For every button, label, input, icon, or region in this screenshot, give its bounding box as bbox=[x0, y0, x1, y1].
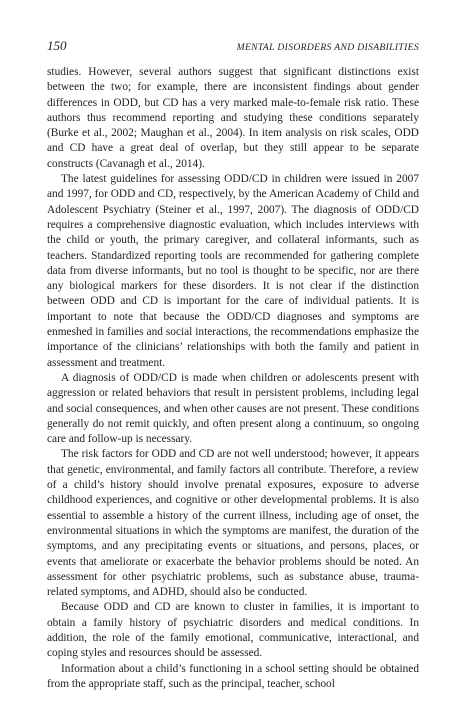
body-text bbox=[47, 65, 419, 692]
paragraph-risk-factors: The risk factors for ODD and CD are not well understood; however, it appears that genetic, environmental, and family factors all contribute. Therefore, a review of a child’s history should involve prenatal exposures, exposure to adverse childhood experiences, and cognitive or other developmental problems. It is also essential to assemble a history of the current illness, including age of onset, the environmental situations in which the symptoms are manifest, the duration of the symptoms, and any precipitating events or situations, and persons, places, or events that ameliorate or exacerbate the behavior problems should be noted. An assessment for other psychiatric problems, such as substance abuse, trauma-related symptoms, and ADHD, should also be conducted. bbox=[47, 448, 419, 599]
page-number: 150 bbox=[47, 38, 67, 53]
paragraph-diagnosis: A diagnosis of ODD/CD is made when children or adolescents present with aggression or related behaviors that result in persistent problems, including legal and social consequences, and when other causes are not present. These conditions generally do not remit quickly, and often present along a continuum, so ongoing care and follow-up is necessary. bbox=[47, 371, 419, 446]
paragraph-guidelines: The latest guidelines for assessing ODD/CD in children were issued in 2007 and 1997, for ODD and CD, respectively, by the American Academy of Child and Adolescent Psychiatry (Steiner et al., 1997, 2007). The diagnosis of ODD/CD requires a comprehensive diagnostic evaluation, which includes interviews with the child or youth, the primary caregiver, and collateral informants, such as teachers. Standardized reporting tools are recommended for gathering complete data from diverse informants, but no tool is thought to be specific, nor are there any biological markers for these disorders. It is not clear if the distinction between ODD and CD is important for the care of individual patients. It is important to note that because the ODD/CD diagnoses and symptoms are enmeshed in families and social interactions, the recommendations emphasize the importance of the clinicians’ relationships with both the family and patient in assessment and treatment. bbox=[47, 173, 419, 369]
running-head bbox=[47, 38, 419, 56]
book-page bbox=[47, 38, 419, 692]
paragraph-family-history: Because ODD and CD are known to cluster in families, it is important to obtain a family history of psychiatric disorders and medical conditions. In addition, the role of the family emotional, communicative, interactional, and coping styles and resources should be assessed. bbox=[47, 601, 419, 660]
paragraph-continued: studies. However, several authors suggest that significant distinctions exist between the two; for example, there are inconsistent findings about gender differences in ODD, but CD has a very marked male-to-female risk ratio. These authors thus recommend reporting and studying these conditions separately (Burke et al., 2002; Maughan et al., 2004). In item analysis on risk scales, ODD and CD have a great deal of overlap, but they still appear to be separate constructs (Cavanagh et al., 2014). bbox=[47, 66, 419, 170]
running-title: MENTAL DISORDERS AND DISABILITIES bbox=[236, 42, 419, 53]
paragraph-school-functioning: Information about a child’s functioning in a school setting should be obtained from the appropriate staff, such as the principal, teacher, school bbox=[47, 662, 419, 690]
